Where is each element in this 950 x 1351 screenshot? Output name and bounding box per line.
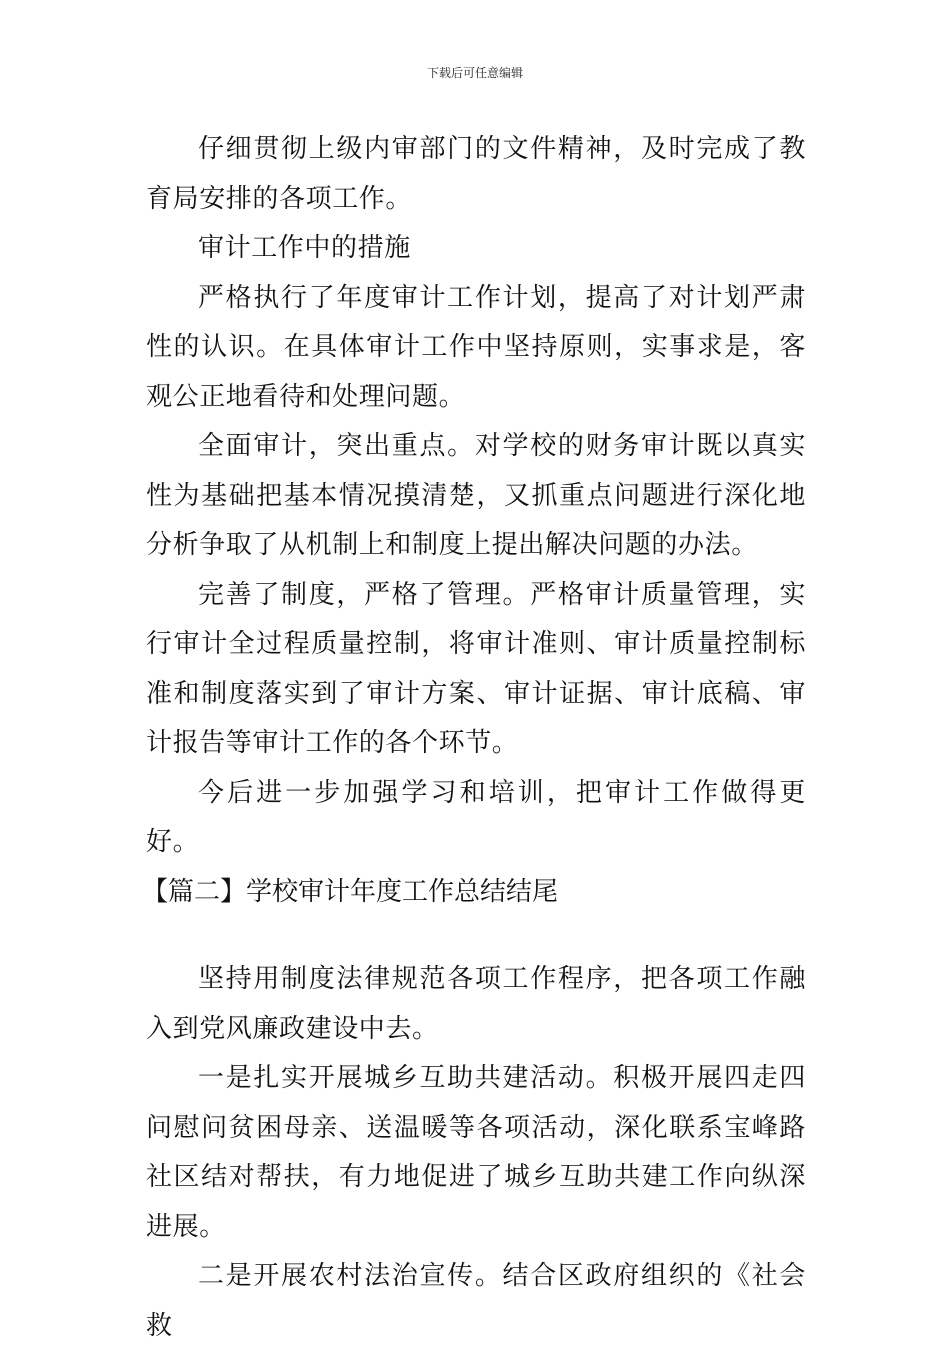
subheading: 审计工作中的措施: [198, 233, 411, 263]
paragraph: 今后进一步加强学习和培训，把审计工作做得更好。: [146, 777, 806, 857]
paragraph: 严格执行了年度审计工作计划，提高了对计划严肃性的认识。在具体审计工作中坚持原则，实事求是，客观公正地看待和处理问题。: [146, 282, 806, 412]
section-title: 【篇二】学校审计年度工作总结结尾: [142, 876, 559, 907]
page-header: 下载后可任意编辑: [426, 66, 523, 80]
paragraph: 坚持用制度法律规范各项工作程序，把各项工作融入到党风廉政建设中去。: [146, 964, 806, 1044]
paragraph: 全面审计，突出重点。对学校的财务审计既以真实性为基础把基本情况摸清楚，又抓重点问题进行深化地分析争取了从机制上和制度上提出解决问题的办法。: [146, 431, 806, 560]
paragraph: 仔细贯彻上级内审部门的文件精神，及时完成了教育局安排的各项工作。: [146, 134, 806, 214]
paragraph: 二是开展农村法治宣传。结合区政府组织的《社会救: [146, 1261, 806, 1341]
paragraph: 一是扎实开展城乡互助共建活动。积极开展四走四问慰问贫困母亲、送温暖等各项活动，深化联系宝峰路社区结对帮扶，有力地促进了城乡互助共建工作向纵深进展。: [146, 1063, 806, 1242]
paragraph: 完善了制度，严格了管理。严格审计质量管理，实行审计全过程质量控制，将审计准则、审计质量控制标准和制度落实到了审计方案、审计证据、审计底稿、审计报告等审计工作的各个环节。: [146, 579, 806, 758]
section-spacer: [146, 917, 806, 955]
document-body: [142, 125, 806, 1351]
